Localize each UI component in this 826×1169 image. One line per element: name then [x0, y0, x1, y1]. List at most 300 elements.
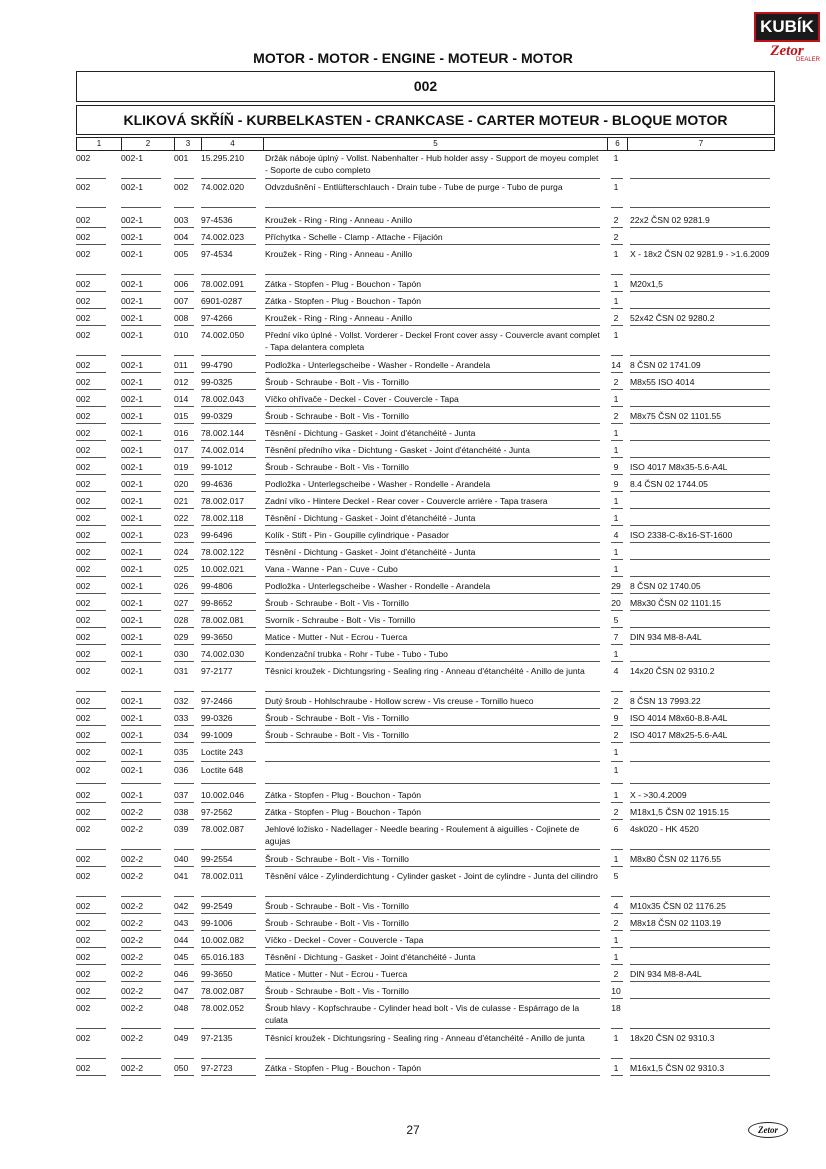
cell-c7: 22x2 ČSN 02 9281.9 — [630, 215, 710, 225]
cell-c1: 002 — [76, 377, 91, 387]
row-underline — [121, 406, 161, 407]
table-row — [76, 580, 773, 594]
row-underline — [611, 178, 623, 179]
cell-c6: 1 — [613, 790, 619, 800]
row-underline — [76, 207, 106, 208]
cell-c3: 046 — [174, 969, 189, 979]
row-underline — [611, 610, 623, 611]
cell-c5: Jehlové ložisko - Nadellager - Needle bearing - Roulement à aiguilles - Cojinete de agujas — [265, 824, 580, 846]
row-underline — [611, 742, 623, 743]
cell-c6: 1 — [613, 513, 619, 523]
cell-c1: 002 — [76, 790, 91, 800]
cell-c3: 040 — [174, 854, 189, 864]
cell-c7: 52x42 ČSN 02 9280.2 — [630, 313, 715, 323]
table-row — [76, 729, 773, 743]
row-underline — [630, 819, 770, 820]
cell-c4: 74.002.020 — [201, 182, 245, 192]
row-underline — [630, 542, 770, 543]
row-underline — [611, 930, 623, 931]
cell-c5: Matice - Mutter - Nut - Ecrou - Tuerca — [265, 969, 408, 979]
cell-c1: 002 — [76, 428, 91, 438]
cell-c6: 2 — [613, 215, 619, 225]
table-row — [76, 461, 773, 475]
row-underline — [76, 406, 106, 407]
cell-c7: M8x30 ČSN 02 1101.15 — [630, 598, 722, 608]
row-underline — [121, 849, 161, 850]
cell-c5: Šroub - Schraube - Bolt - Vis - Tornillo — [265, 901, 409, 911]
row-underline — [121, 274, 161, 275]
cell-c5: Příchytka - Schelle - Clamp - Attache - Fijación — [265, 232, 443, 242]
row-underline — [630, 178, 770, 179]
row-underline — [265, 559, 600, 560]
row-underline — [121, 819, 161, 820]
row-underline — [121, 178, 161, 179]
table-row — [76, 789, 773, 803]
row-underline — [76, 644, 106, 645]
cell-c3: 029 — [174, 632, 189, 642]
row-underline — [121, 998, 161, 999]
row-underline — [630, 866, 770, 867]
cell-c2: 002-1 — [121, 598, 143, 608]
row-underline — [201, 559, 256, 560]
row-underline — [76, 440, 106, 441]
cell-c1: 002 — [76, 232, 91, 242]
row-underline — [611, 491, 623, 492]
cell-c3: 003 — [174, 215, 189, 225]
row-underline — [174, 661, 194, 662]
row-underline — [265, 761, 600, 762]
column-header: 2 — [122, 138, 175, 150]
cell-c3: 041 — [174, 871, 189, 881]
cell-c3: 028 — [174, 615, 189, 625]
cell-c1: 002 — [76, 249, 91, 259]
column-header: 1 — [77, 138, 122, 150]
row-underline — [611, 761, 623, 762]
cell-c5: Podložka - Unterlegscheibe - Washer - Rondelle - Arandela — [265, 581, 491, 591]
cell-c6: 18 — [611, 1003, 621, 1013]
table-row — [76, 563, 773, 577]
row-underline — [265, 406, 600, 407]
table-row — [76, 359, 773, 373]
table-row — [76, 495, 773, 509]
cell-c1: 002 — [76, 935, 91, 945]
cell-c5: Šroub hlavy - Kopfschraube - Cylinder head bolt - Vis de culasse - Espárrago de la culata — [265, 1003, 580, 1025]
row-underline — [76, 1075, 106, 1076]
table-row — [76, 1002, 773, 1029]
cell-c4: 97-2177 — [201, 666, 233, 676]
row-underline — [630, 244, 770, 245]
cell-c1: 002 — [76, 632, 91, 642]
row-underline — [630, 207, 770, 208]
row-underline — [174, 866, 194, 867]
cell-c1: 002 — [76, 854, 91, 864]
cell-c5: Kolík - Stift - Pin - Goupille cylindrique - Pasador — [265, 530, 449, 540]
cell-c3: 022 — [174, 513, 189, 523]
row-underline — [265, 389, 600, 390]
column-header: 5 — [264, 138, 608, 150]
row-underline — [76, 474, 106, 475]
row-underline — [201, 725, 256, 726]
cell-c7: 8 ČSN 13 7993.22 — [630, 696, 701, 706]
row-underline — [121, 372, 161, 373]
cell-c7: M18x1,5 ČSN 02 1915.15 — [630, 807, 729, 817]
cell-c4: 99-4806 — [201, 581, 233, 591]
row-underline — [76, 491, 106, 492]
row-underline — [201, 661, 256, 662]
row-underline — [265, 1075, 600, 1076]
row-underline — [265, 1028, 600, 1029]
row-underline — [76, 725, 106, 726]
table-row — [76, 312, 773, 326]
row-underline — [174, 274, 194, 275]
cell-c6: 1 — [613, 330, 619, 340]
row-underline — [201, 691, 256, 692]
cell-c6: 2 — [613, 807, 619, 817]
cell-c3: 047 — [174, 986, 189, 996]
row-underline — [611, 457, 623, 458]
table-header — [76, 137, 775, 151]
row-underline — [201, 491, 256, 492]
cell-c3: 017 — [174, 445, 189, 455]
row-underline — [611, 372, 623, 373]
cell-c7: 8 ČSN 02 1740.05 — [630, 581, 701, 591]
cell-c5: Víčko ohřívače - Deckel - Cover - Couvercle - Tapa — [265, 394, 459, 404]
row-underline — [201, 1028, 256, 1029]
cell-c2: 002-1 — [121, 462, 143, 472]
row-underline — [265, 913, 600, 914]
row-underline — [201, 227, 256, 228]
row-underline — [121, 947, 161, 948]
cell-c5: Šroub - Schraube - Bolt - Vis - Tornillo — [265, 713, 409, 723]
row-underline — [630, 525, 770, 526]
cell-c4: 97-4534 — [201, 249, 233, 259]
cell-c1: 002 — [76, 807, 91, 817]
row-underline — [174, 525, 194, 526]
row-underline — [611, 691, 623, 692]
table-row — [76, 152, 773, 179]
cell-c4: 99-2549 — [201, 901, 233, 911]
cell-c2: 002-1 — [121, 479, 143, 489]
table-row — [76, 248, 773, 275]
cell-c6: 1 — [613, 547, 619, 557]
table-row — [76, 665, 773, 692]
cell-c2: 002-1 — [121, 564, 143, 574]
cell-c4: 99-1012 — [201, 462, 233, 472]
cell-c6: 1 — [613, 952, 619, 962]
row-underline — [630, 783, 770, 784]
row-underline — [121, 783, 161, 784]
row-underline — [174, 227, 194, 228]
cell-c1: 002 — [76, 986, 91, 996]
cell-c3: 001 — [174, 153, 189, 163]
cell-c6: 2 — [613, 918, 619, 928]
cell-c6: 1 — [613, 496, 619, 506]
row-underline — [174, 610, 194, 611]
row-underline — [174, 725, 194, 726]
cell-c2: 002-1 — [121, 496, 143, 506]
cell-c1: 002 — [76, 649, 91, 659]
row-underline — [174, 1075, 194, 1076]
row-underline — [121, 291, 161, 292]
row-underline — [630, 761, 770, 762]
row-underline — [121, 896, 161, 897]
row-underline — [265, 819, 600, 820]
cell-c1: 002 — [76, 530, 91, 540]
cell-c2: 002-2 — [121, 935, 143, 945]
row-underline — [121, 508, 161, 509]
cell-c4: 99-6496 — [201, 530, 233, 540]
row-underline — [265, 981, 600, 982]
cell-c3: 016 — [174, 428, 189, 438]
row-underline — [201, 708, 256, 709]
row-underline — [630, 593, 770, 594]
cell-c3: 012 — [174, 377, 189, 387]
cell-c6: 14 — [611, 360, 621, 370]
row-underline — [630, 913, 770, 914]
row-underline — [265, 474, 600, 475]
row-underline — [630, 508, 770, 509]
footer-zetor-logo: Zetor — [748, 1122, 788, 1138]
row-underline — [121, 1075, 161, 1076]
cell-c1: 002 — [76, 547, 91, 557]
cell-c3: 014 — [174, 394, 189, 404]
cell-c6: 1 — [613, 935, 619, 945]
cell-c5: Těsnění válce - Zylinderdichtung - Cylinder gasket - Joint de cylindre - Junta del cilindro — [265, 871, 598, 881]
cell-c7: ISO 2338-C-8x16-ST-1600 — [630, 530, 733, 540]
table-row — [76, 1062, 773, 1076]
row-underline — [121, 559, 161, 560]
cell-c4: 6901-0287 — [201, 296, 243, 306]
cell-c3: 039 — [174, 824, 189, 834]
row-underline — [121, 725, 161, 726]
cell-c7: ISO 4017 M8x25-5.6-A4L — [630, 730, 728, 740]
row-underline — [174, 207, 194, 208]
row-underline — [76, 325, 106, 326]
table-row — [76, 1032, 773, 1059]
table-row — [76, 968, 773, 982]
row-underline — [201, 508, 256, 509]
row-underline — [611, 406, 623, 407]
row-underline — [265, 691, 600, 692]
row-underline — [121, 661, 161, 662]
cell-c4: 78.002.052 — [201, 1003, 245, 1013]
row-underline — [76, 691, 106, 692]
cell-c4: 78.002.043 — [201, 394, 245, 404]
cell-c5: Těsnění - Dichtung - Gasket - Joint d'étanchéité - Junta — [265, 952, 476, 962]
row-underline — [630, 998, 770, 999]
row-underline — [174, 440, 194, 441]
row-underline — [201, 947, 256, 948]
row-underline — [174, 355, 194, 356]
cell-c6: 2 — [613, 730, 619, 740]
cell-c4: 78.002.122 — [201, 547, 245, 557]
cell-c4: 99-0325 — [201, 377, 233, 387]
cell-c1: 002 — [76, 871, 91, 881]
row-underline — [630, 627, 770, 628]
cell-c5: Šroub - Schraube - Bolt - Vis - Tornillo — [265, 377, 409, 387]
cell-c3: 030 — [174, 649, 189, 659]
row-underline — [121, 610, 161, 611]
cell-c7: ISO 4014 M8x60-8.8-A4L — [630, 713, 728, 723]
row-underline — [265, 998, 600, 999]
cell-c4: 78.002.091 — [201, 279, 245, 289]
table-row — [76, 181, 773, 208]
cell-c2: 002-1 — [121, 581, 143, 591]
row-underline — [76, 849, 106, 850]
cell-c4: 78.002.144 — [201, 428, 245, 438]
cell-c2: 002-1 — [121, 279, 143, 289]
row-underline — [174, 930, 194, 931]
cell-c3: 026 — [174, 581, 189, 591]
row-underline — [174, 819, 194, 820]
cell-c2: 002-1 — [121, 360, 143, 370]
cell-c3: 049 — [174, 1033, 189, 1043]
row-underline — [630, 406, 770, 407]
row-underline — [76, 819, 106, 820]
cell-c4: 78.002.087 — [201, 824, 245, 834]
row-underline — [201, 866, 256, 867]
row-underline — [201, 178, 256, 179]
row-underline — [121, 1058, 161, 1059]
row-underline — [265, 325, 600, 326]
cell-c5: Těsnicí kroužek - Dichtungsring - Sealing ring - Anneau d'étanchéité - Anillo de junta — [265, 1033, 585, 1043]
cell-c3: 035 — [174, 747, 189, 757]
row-underline — [630, 802, 770, 803]
table-row — [76, 746, 773, 762]
cell-c7: M16x1,5 ČSN 02 9310.3 — [630, 1063, 725, 1073]
cell-c1: 002 — [76, 445, 91, 455]
cell-c2: 002-1 — [121, 445, 143, 455]
table-row — [76, 278, 773, 292]
cell-c1: 002 — [76, 598, 91, 608]
row-underline — [265, 849, 600, 850]
cell-c2: 002-2 — [121, 854, 143, 864]
table-row — [76, 917, 773, 931]
cell-c4: 99-1006 — [201, 918, 233, 928]
row-underline — [121, 389, 161, 390]
cell-c5: Kondenzační trubka - Rohr - Tube - Tubo - Tubo — [265, 649, 448, 659]
row-underline — [265, 508, 600, 509]
row-underline — [76, 930, 106, 931]
row-underline — [611, 525, 623, 526]
cell-c6: 20 — [611, 598, 621, 608]
cell-c4: 74.002.023 — [201, 232, 245, 242]
row-underline — [630, 559, 770, 560]
cell-c6: 9 — [613, 462, 619, 472]
cell-c7: M8x80 ČSN 02 1176.55 — [630, 854, 722, 864]
table-row — [76, 853, 773, 867]
row-underline — [201, 913, 256, 914]
row-underline — [611, 998, 623, 999]
cell-c2: 002-1 — [121, 377, 143, 387]
cell-c5: Těsnění předního víka - Dichtung - Gasket - Joint d'étanchéité - Junta — [265, 445, 530, 455]
cell-c6: 1 — [613, 279, 619, 289]
cell-c1: 002 — [76, 394, 91, 404]
row-underline — [121, 491, 161, 492]
table-row — [76, 870, 773, 897]
cell-c4: Loctite 648 — [201, 765, 244, 775]
row-underline — [611, 474, 623, 475]
cell-c3: 011 — [174, 360, 188, 370]
row-underline — [611, 866, 623, 867]
row-underline — [265, 423, 600, 424]
cell-c5: Přední víko úplné - Vollst. Vorderer - Deckel Front cover assy - Couvercle avant complet - Tapa delantera completa — [265, 330, 600, 352]
row-underline — [630, 274, 770, 275]
row-underline — [121, 644, 161, 645]
cell-c1: 002 — [76, 279, 91, 289]
cell-c7: 8.4 ČSN 02 1744.05 — [630, 479, 708, 489]
row-underline — [76, 291, 106, 292]
cell-c4: 97-4536 — [201, 215, 233, 225]
table-row — [76, 512, 773, 526]
row-underline — [201, 610, 256, 611]
cell-c7: DIN 934 M8-8-A4L — [630, 969, 702, 979]
row-underline — [201, 389, 256, 390]
cell-c2: 002-1 — [121, 747, 143, 757]
cell-c7: M10x35 ČSN 02 1176.25 — [630, 901, 726, 911]
row-underline — [201, 423, 256, 424]
cell-c3: 032 — [174, 696, 189, 706]
cell-c2: 002-2 — [121, 901, 143, 911]
cell-c6: 1 — [613, 854, 619, 864]
cell-c4: 78.002.011 — [201, 871, 244, 881]
row-underline — [630, 576, 770, 577]
table-row — [76, 410, 773, 424]
cell-c5: Dutý šroub - Hohlschraube - Hollow screw - Vis creuse - Tornillo hueco — [265, 696, 534, 706]
row-underline — [611, 913, 623, 914]
row-underline — [265, 661, 600, 662]
cell-c6: 4 — [613, 666, 619, 676]
row-underline — [174, 708, 194, 709]
row-underline — [121, 742, 161, 743]
row-underline — [174, 423, 194, 424]
row-underline — [611, 440, 623, 441]
row-underline — [174, 508, 194, 509]
row-underline — [265, 291, 600, 292]
table-row — [76, 329, 773, 356]
cell-c6: 1 — [613, 182, 619, 192]
cell-c3: 027 — [174, 598, 189, 608]
row-underline — [201, 372, 256, 373]
row-underline — [174, 761, 194, 762]
row-underline — [265, 355, 600, 356]
cell-c1: 002 — [76, 215, 91, 225]
row-underline — [630, 849, 770, 850]
row-underline — [174, 998, 194, 999]
row-underline — [201, 308, 256, 309]
row-underline — [265, 274, 600, 275]
cell-c3: 037 — [174, 790, 189, 800]
row-underline — [76, 896, 106, 897]
cell-c1: 002 — [76, 696, 91, 706]
row-underline — [611, 576, 623, 577]
cell-c1: 002 — [76, 952, 91, 962]
row-underline — [265, 610, 600, 611]
row-underline — [630, 291, 770, 292]
row-underline — [630, 708, 770, 709]
row-underline — [265, 896, 600, 897]
cell-c3: 045 — [174, 952, 189, 962]
cell-c5: Podložka - Unterlegscheibe - Washer - Rondelle - Arandela — [265, 479, 491, 489]
row-underline — [174, 308, 194, 309]
row-underline — [174, 178, 194, 179]
cell-c4: 74.002.030 — [201, 649, 245, 659]
row-underline — [76, 244, 106, 245]
row-underline — [611, 244, 623, 245]
cell-c1: 002 — [76, 462, 91, 472]
cell-c1: 002 — [76, 153, 91, 163]
row-underline — [201, 593, 256, 594]
